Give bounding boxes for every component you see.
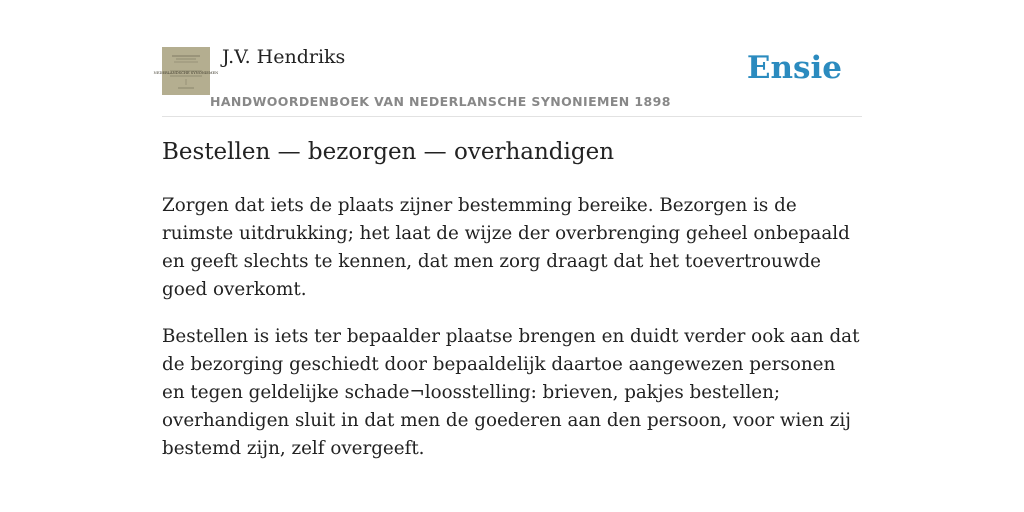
brand-logo[interactable]: Ensie [746,50,842,86]
entry-body [162,192,862,482]
book-cover-icon[interactable] [153,47,219,95]
entry-header [153,0,862,117]
entry-title: Bestellen — bezorgen — overhandigen [162,139,615,165]
author-name[interactable]: J.V. Hendriks [222,46,346,68]
entry-paragraph-2: Bestellen is iets ter bepaalder plaatse brengen en duidt verder ook aan dat de bezorging geschiedt door bepaaldelijk daartoe aangewezen personen en tegen geldelijke schade¬loosstelling: brieven, pakjes bestellen; overhandigen sluit in dat men de goederen aan den persoon, voor wien zij bestemd zijn, zelf overgeeft. [162,326,860,459]
entry-paragraph-1: Zorgen dat iets de plaats zijner bestemming bereike. Bezorgen is de ruimste uitdrukking; het laat de wijze der overbrenging geheel onbepaald en geeft slechts te kennen, dat men zorg draagt dat het toevertrouwde goed overkomt. [162,195,850,300]
page [153,0,862,459]
source-title[interactable]: HANDWOORDENBOEK VAN NEDERLANSCHE SYNONIEMEN 1898 [210,94,671,109]
book-cover-graphic [153,47,219,95]
avatar-cover-text: NEDERLANDSCHE SYNONIEMEN [153,71,219,75]
